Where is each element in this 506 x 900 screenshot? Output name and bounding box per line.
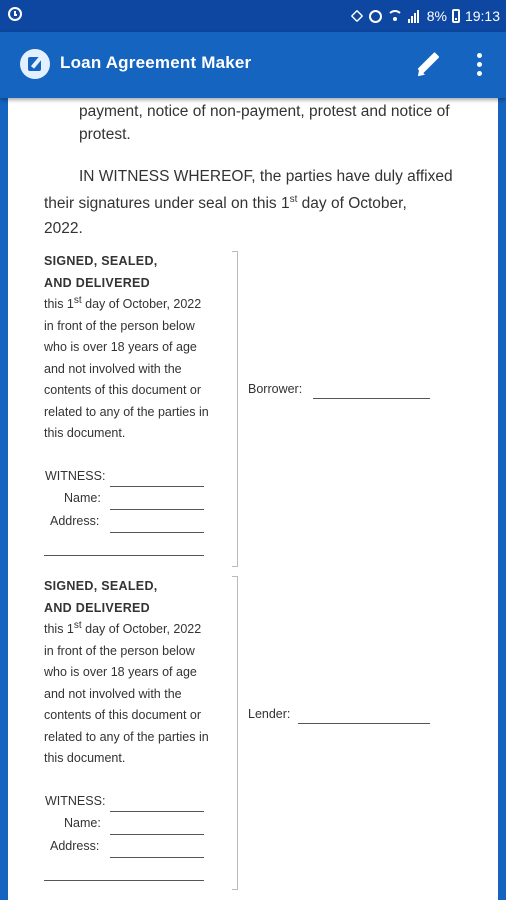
document-viewer[interactable] bbox=[0, 98, 506, 900]
block-text: who is over 18 years of age bbox=[44, 340, 197, 354]
address-label: Address: bbox=[50, 514, 100, 528]
witness-signature-line[interactable] bbox=[110, 811, 204, 812]
witness-whereof-line1: IN WITNESS WHEREOF, the parties have duly affixed bbox=[79, 168, 453, 185]
witness-signature-line[interactable] bbox=[110, 486, 204, 487]
address-line-2[interactable] bbox=[44, 880, 204, 881]
block-heading: SIGNED, SEALED, bbox=[44, 254, 158, 268]
divider-bracket bbox=[232, 576, 238, 890]
block-text: related to any of the parties in bbox=[44, 404, 209, 419]
app-notification-icon bbox=[8, 7, 22, 21]
lender-label: Lender: bbox=[248, 707, 291, 721]
block-text: and not involved with the bbox=[44, 686, 182, 701]
paragraph-protest: payment, notice of non-payment, protest and notice of protest. bbox=[79, 103, 450, 143]
block-text: this document. bbox=[44, 751, 126, 765]
name-line[interactable] bbox=[110, 834, 204, 835]
signature-block-lender bbox=[44, 576, 244, 770]
signature-block-borrower bbox=[44, 251, 244, 445]
block-text: and not involved with the bbox=[44, 361, 182, 376]
overflow-menu-icon[interactable] bbox=[472, 52, 486, 78]
app-title: Loan Agreement Maker bbox=[60, 53, 252, 72]
block-text: who is over 18 years of age bbox=[44, 665, 197, 679]
document-page bbox=[8, 98, 498, 900]
address-line-2[interactable] bbox=[44, 555, 204, 556]
data-saver-icon bbox=[350, 9, 364, 23]
block-heading: AND DELIVERED bbox=[44, 275, 150, 290]
block-text: this document. bbox=[44, 426, 126, 440]
witness-whereof-line3: 2022. bbox=[44, 220, 83, 237]
witness-text: day of October, bbox=[297, 195, 407, 212]
block-text: in front of the person below bbox=[44, 643, 195, 658]
status-icons bbox=[350, 6, 500, 26]
block-text: contents of this document or bbox=[44, 383, 202, 397]
witness-label: WITNESS: bbox=[45, 469, 106, 483]
name-line[interactable] bbox=[110, 509, 204, 510]
name-label: Name: bbox=[64, 816, 101, 830]
address-line[interactable] bbox=[110, 532, 204, 533]
battery-icon bbox=[452, 9, 460, 23]
block-text: in front of the person below bbox=[44, 318, 195, 333]
alarm-icon bbox=[369, 10, 382, 23]
block-text: this 1st day of October, 2022 bbox=[44, 619, 202, 636]
edit-pencil-icon[interactable] bbox=[414, 51, 442, 79]
address-line[interactable] bbox=[110, 857, 204, 858]
signal-icon bbox=[408, 10, 422, 23]
block-text: contents of this document or bbox=[44, 708, 202, 722]
clock: 19:13 bbox=[464, 8, 500, 24]
lender-signature-line[interactable] bbox=[298, 723, 430, 724]
block-text: this 1st day of October, 2022 bbox=[44, 294, 202, 311]
borrower-label: Borrower: bbox=[248, 382, 303, 396]
battery-percent: 8% bbox=[426, 8, 447, 24]
wifi-icon bbox=[387, 10, 403, 22]
address-label: Address: bbox=[50, 839, 100, 853]
app-logo-icon bbox=[20, 49, 50, 79]
witness-text: their signatures under seal on this 1 bbox=[44, 195, 290, 212]
divider-bracket bbox=[232, 251, 238, 567]
name-label: Name: bbox=[64, 491, 101, 505]
ordinal-suffix: st bbox=[289, 193, 298, 205]
block-heading: SIGNED, SEALED, bbox=[44, 579, 158, 593]
witness-whereof-line2 bbox=[44, 192, 484, 215]
block-text: related to any of the parties in bbox=[44, 729, 209, 744]
app-bar bbox=[0, 32, 506, 98]
borrower-signature-line[interactable] bbox=[313, 398, 430, 399]
block-heading: AND DELIVERED bbox=[44, 600, 150, 615]
status-bar bbox=[0, 0, 506, 32]
witness-label: WITNESS: bbox=[45, 794, 106, 808]
